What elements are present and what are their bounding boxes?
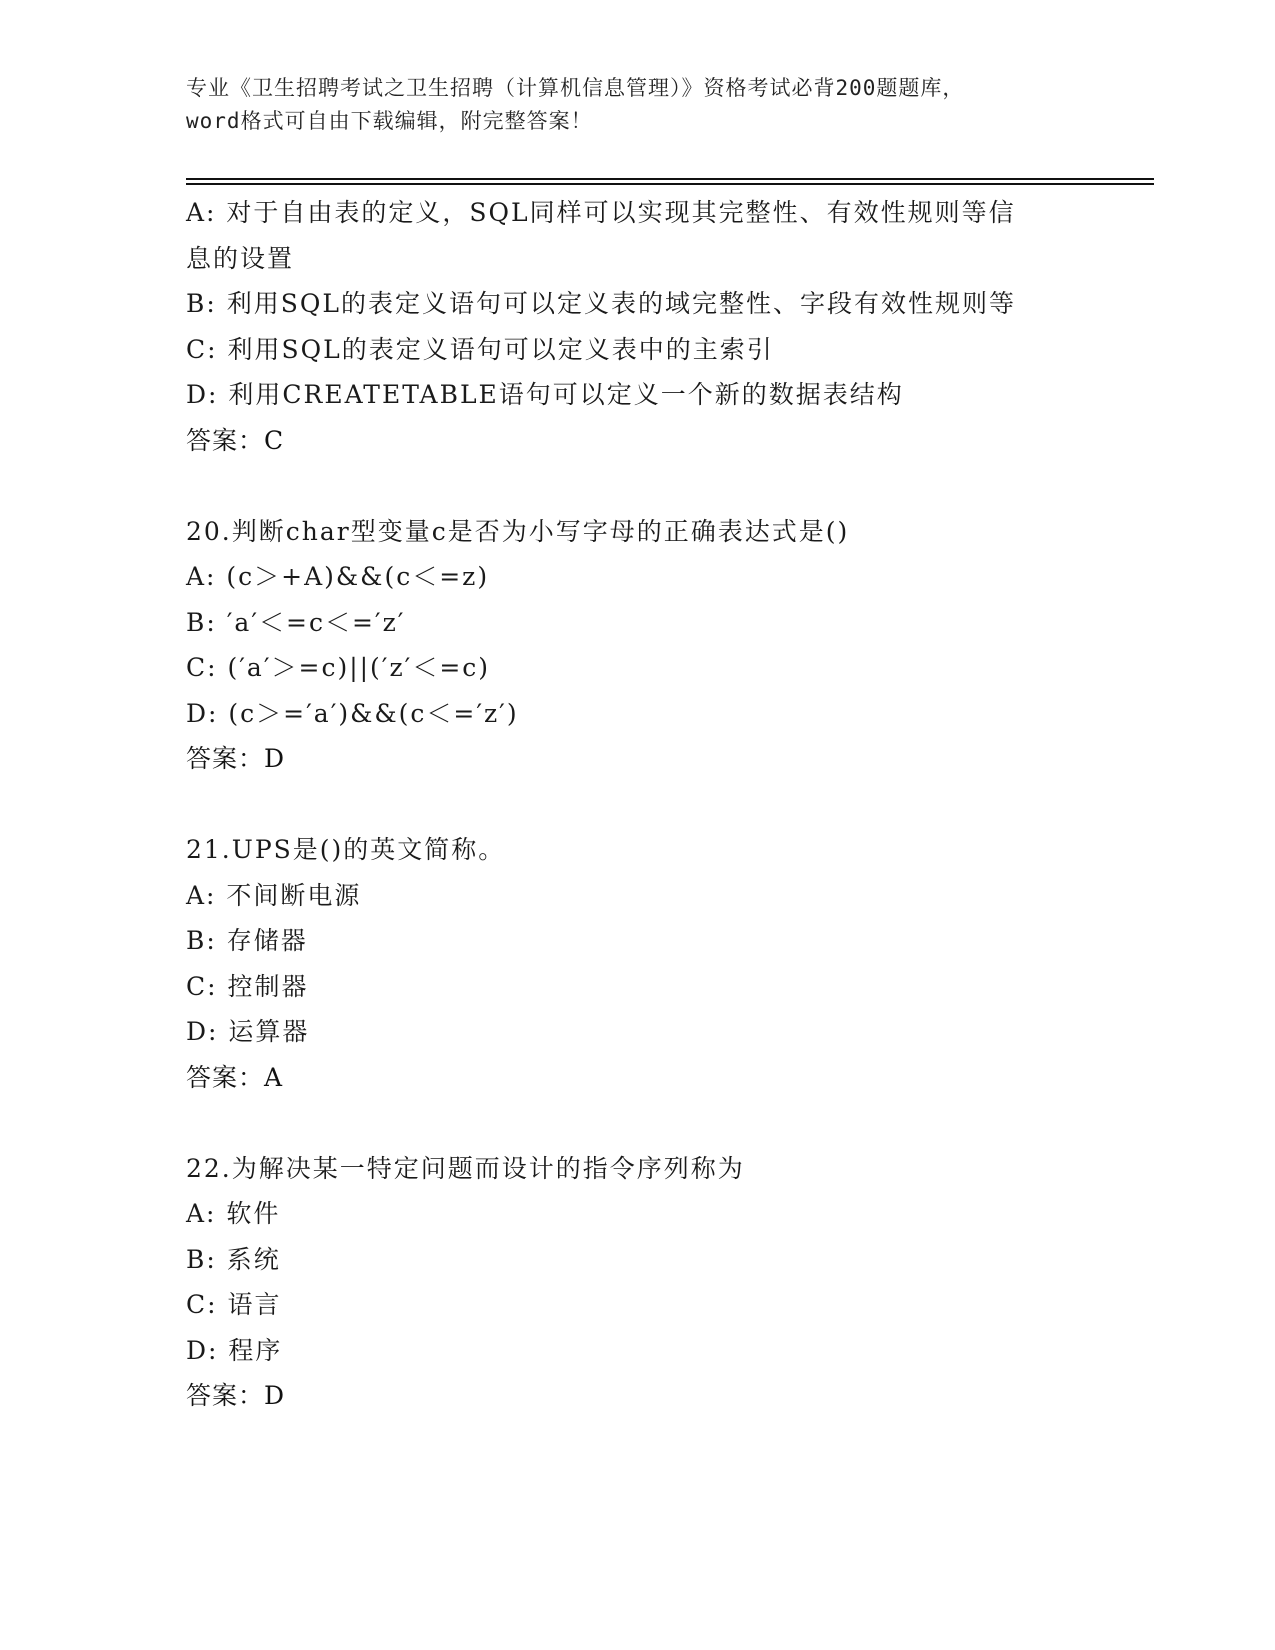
question-block <box>186 827 1086 1100</box>
option-a: A: (c＞+A)&&(c＜=z) <box>186 562 490 591</box>
question-block <box>186 190 1086 463</box>
document-header <box>186 72 1086 138</box>
question-list <box>186 190 1086 1419</box>
answer-line: 答案：A <box>186 1062 284 1092</box>
option-b: B: 存储器 <box>186 926 308 955</box>
answer-line: 答案：D <box>186 1381 286 1410</box>
header-line-1: 专业《卫生招聘考试之卫生招聘（计算机信息管理）》资格考试必背200题题库， <box>186 76 965 100</box>
option-c: C: (′a′＞=c)||(′z′＜=c) <box>186 653 491 682</box>
option-d: D: 程序 <box>186 1335 283 1365</box>
option-c: C: 语言 <box>186 1290 282 1319</box>
question-text: 20.判断char型变量c是否为小写字母的正确表达式是() <box>186 516 850 546</box>
option-b: B: ′a′＜=c＜=′z′ <box>186 607 406 637</box>
option-d: D: 运算器 <box>186 1017 310 1046</box>
answer-line: 答案：D <box>186 744 286 773</box>
spacer <box>186 1100 1086 1146</box>
option-a: A: 软件 <box>186 1199 281 1228</box>
header-divider-bottom <box>186 183 1154 185</box>
question-text: 21.UPS是()的英文简称。 <box>186 835 506 864</box>
option-a-continued: 息的设置 <box>186 243 295 273</box>
option-a: A: 不间断电源 <box>186 880 362 910</box>
answer-line: 答案：C <box>186 425 285 455</box>
header-divider-top <box>186 178 1154 180</box>
option-c: C: 控制器 <box>186 971 309 1001</box>
question-block <box>186 1146 1086 1419</box>
option-b: B: 利用SQL的表定义语句可以定义表的域完整性、字段有效性规则等 <box>186 289 1016 318</box>
header-line-2: word格式可自由下载编辑，附完整答案！ <box>186 109 593 133</box>
option-d: D: (c＞=′a′)&&(c＜=′z′) <box>186 698 519 728</box>
option-a: A: 对于自由表的定义，SQL同样可以实现其完整性、有效性规则等信 <box>186 198 1016 227</box>
option-d: D: 利用CREATETABLE语句可以定义一个新的数据表结构 <box>186 380 904 409</box>
spacer <box>186 782 1086 828</box>
option-c: C: 利用SQL的表定义语句可以定义表中的主索引 <box>186 334 774 364</box>
option-b: B: 系统 <box>186 1244 281 1274</box>
spacer <box>186 463 1086 509</box>
question-text: 22.为解决某一特定问题而设计的指令序列称为 <box>186 1153 745 1183</box>
question-block <box>186 509 1086 782</box>
